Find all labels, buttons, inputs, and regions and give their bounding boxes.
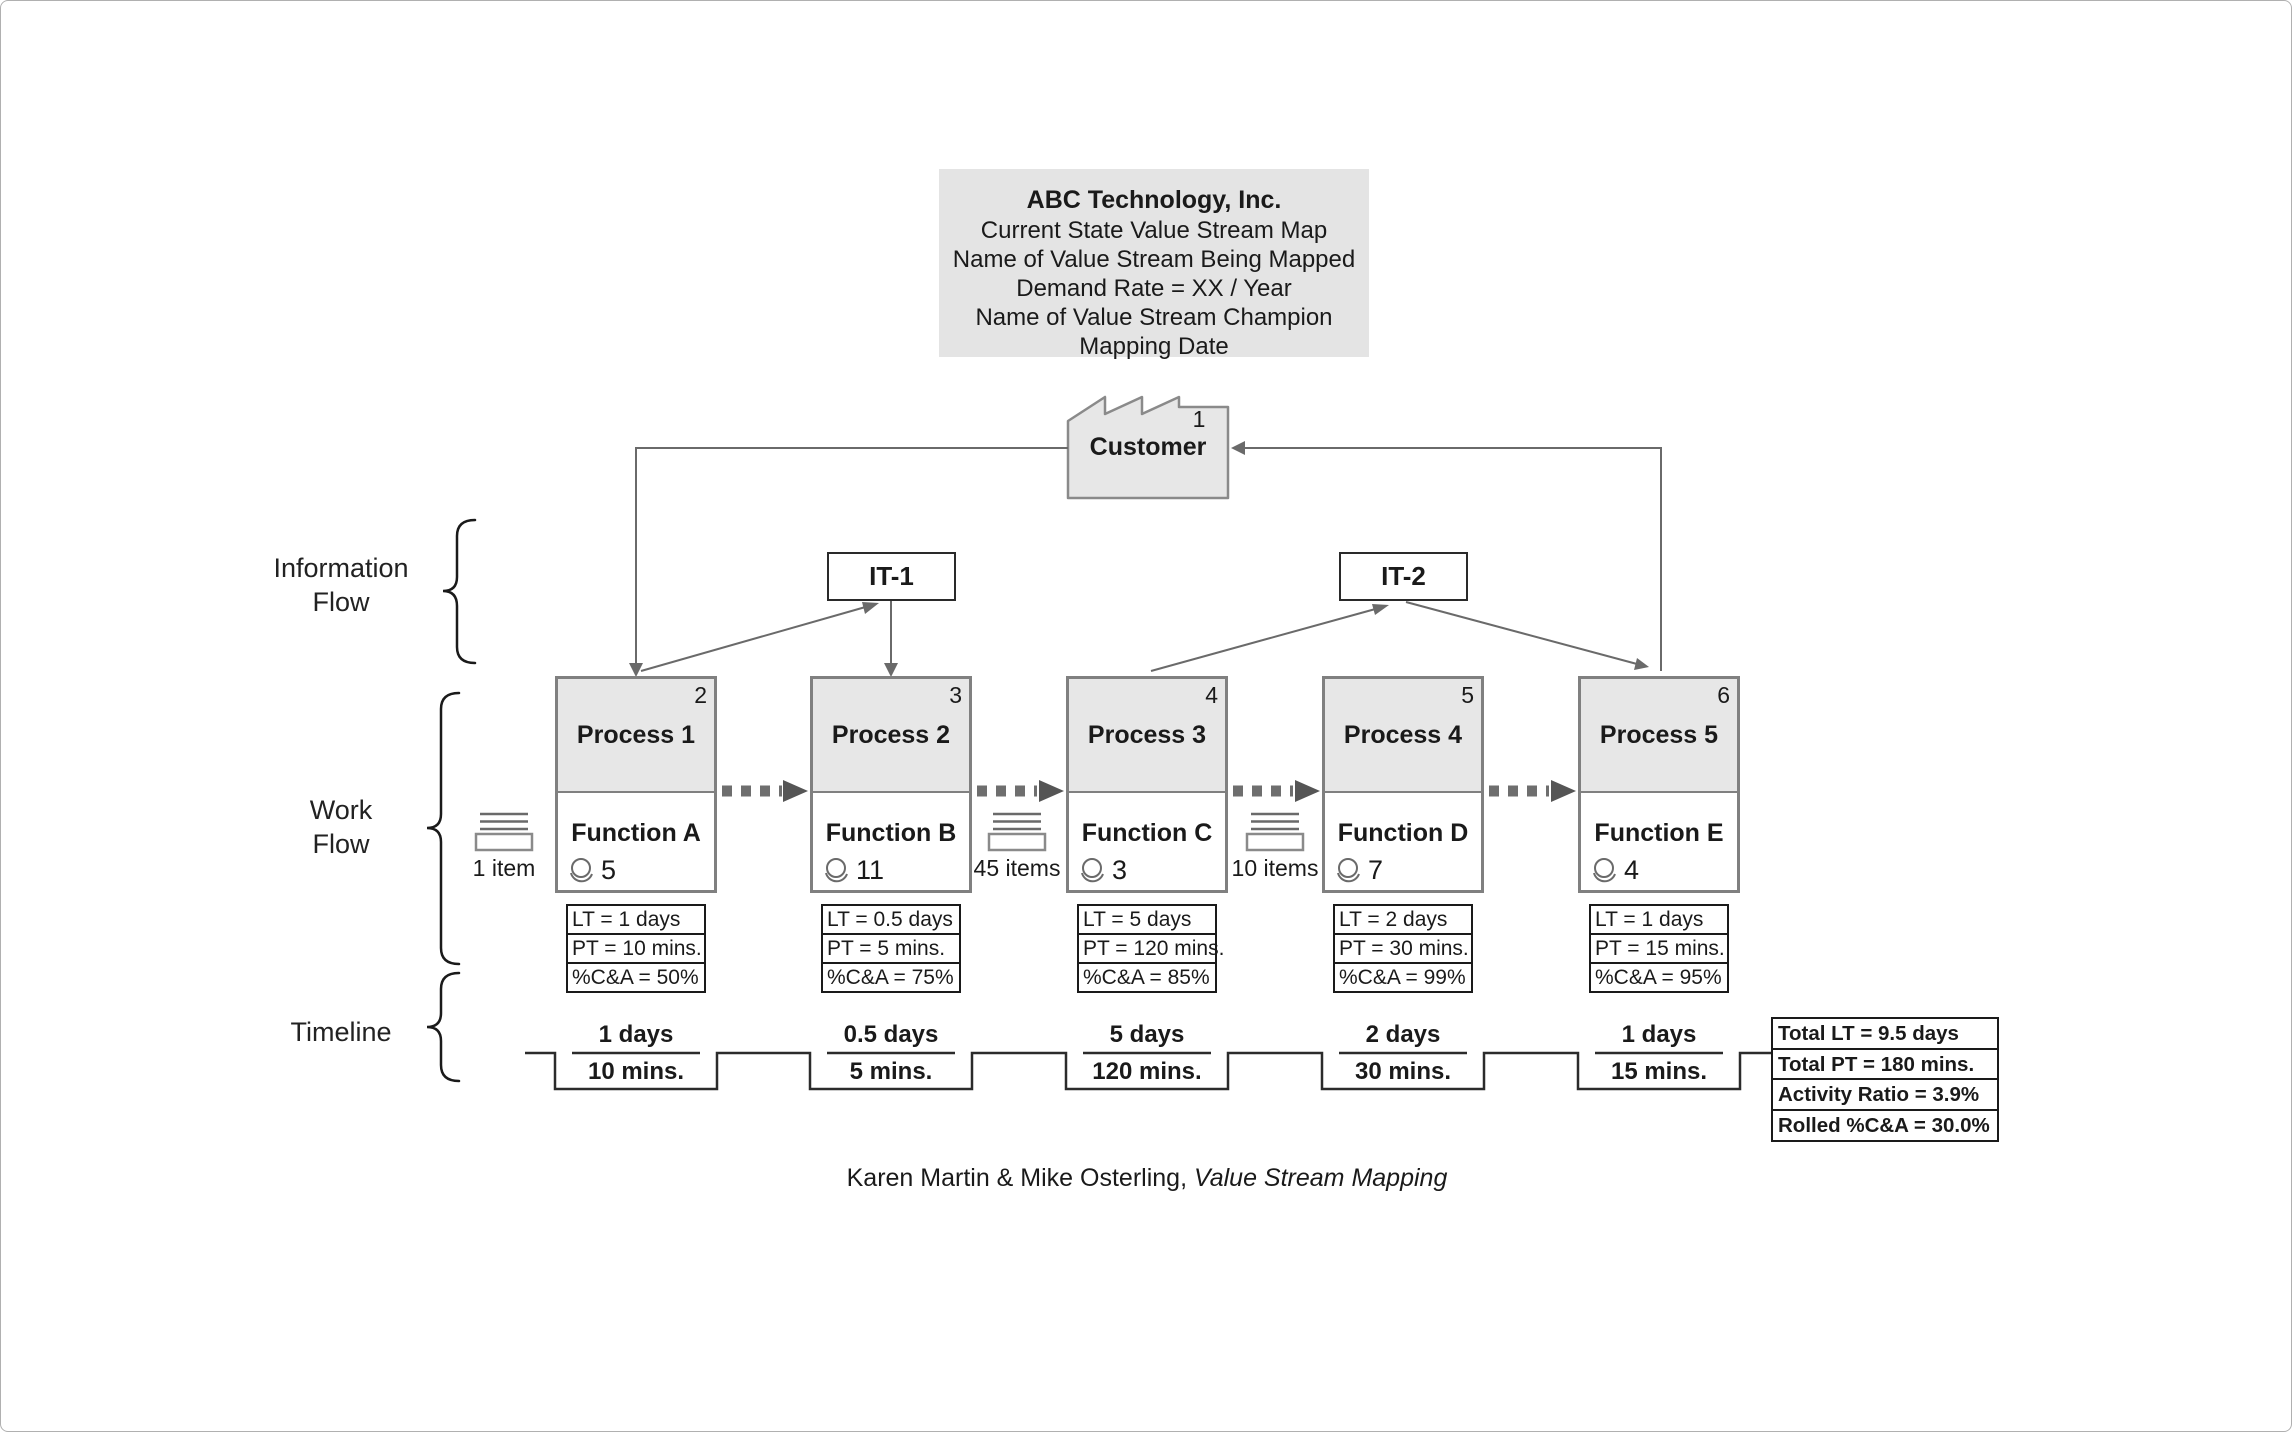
map-title-box	[939, 169, 1369, 360]
process-2-header	[813, 679, 969, 793]
inventory-label-before-process1: 1 item	[472, 855, 536, 881]
timeline-process-time-4: 30 mins.	[1354, 1058, 1452, 1085]
operator-icon	[1079, 857, 1109, 885]
inventory-label-2-3: 45 items	[973, 855, 1061, 881]
dashed-arrowhead-4-5	[1551, 780, 1576, 802]
process-name: Process 5	[1599, 721, 1719, 749]
inventory-label-3-4: 10 items	[1231, 855, 1319, 881]
dashed-arrowhead-2-3	[1039, 780, 1064, 802]
timeline-summary-box	[1771, 1017, 1999, 1142]
caption-authors: Karen Martin & Mike Osterling,	[846, 1164, 1194, 1192]
operator-count-value: 11	[856, 855, 885, 885]
source-caption	[1, 1164, 2292, 1193]
lead-time: LT = 1 days	[566, 904, 706, 935]
function-name: Function B	[825, 819, 957, 847]
work-flow-label-line1: Work	[309, 795, 373, 825]
process-5-header	[1581, 679, 1737, 793]
timeline-label: Timeline	[290, 1017, 392, 1047]
operator-icon	[1591, 857, 1621, 885]
function-name: Function D	[1337, 819, 1469, 847]
process-3-header	[1069, 679, 1225, 793]
process-box-1	[555, 676, 717, 893]
lead-time: LT = 1 days	[1589, 904, 1729, 935]
it-system-2-label: IT-2	[1381, 561, 1426, 591]
rolled-percent-ca: Rolled %C&A = 30.0%	[1771, 1109, 1999, 1142]
function-name: Function E	[1594, 819, 1724, 847]
operator-count	[1591, 855, 1639, 886]
step-number-badge: 3	[949, 682, 962, 708]
information-flow-label-line2: Flow	[312, 587, 370, 617]
percent-complete-accurate: %C&A = 75%	[821, 962, 961, 993]
inventory-icon-3-4	[1247, 814, 1303, 850]
lead-time: LT = 0.5 days	[821, 904, 961, 935]
timeline-process-time-3: 120 mins.	[1092, 1058, 1202, 1085]
step-number-badge: 2	[694, 682, 707, 708]
percent-complete-accurate: %C&A = 85%	[1077, 962, 1217, 993]
operator-count	[823, 855, 884, 886]
percent-complete-accurate: %C&A = 50%	[566, 962, 706, 993]
arrowhead-down-process2	[884, 663, 898, 677]
process-3-body	[1069, 793, 1225, 890]
process-time: PT = 15 mins.	[1589, 933, 1729, 964]
process-1-header	[558, 679, 714, 793]
step-number-badge: 4	[1205, 682, 1218, 708]
operator-count-value: 4	[1624, 855, 1640, 885]
total-process-time: Total PT = 180 mins.	[1771, 1048, 1999, 1081]
process-name: Process 1	[576, 721, 696, 749]
function-name: Function C	[1081, 819, 1213, 847]
timeline-lead-time-2: 0.5 days	[843, 1021, 939, 1048]
timeline-lead-time-3: 5 days	[1109, 1021, 1185, 1048]
dashed-arrowhead-3-4	[1295, 780, 1320, 802]
demand-rate: Demand Rate = XX / Year	[1016, 275, 1292, 302]
data-box-1	[566, 904, 706, 993]
company-name: ABC Technology, Inc.	[1026, 186, 1282, 214]
arrow-process1-to-it1	[641, 606, 869, 671]
information-flow-label-line1: Information	[273, 553, 409, 583]
process-box-2	[810, 676, 972, 893]
lead-time: LT = 2 days	[1333, 904, 1473, 935]
percent-complete-accurate: %C&A = 95%	[1589, 962, 1729, 993]
timeline-process-time-2: 5 mins.	[849, 1058, 933, 1085]
arrow-process3-to-it2	[1151, 608, 1379, 671]
work-flow-label	[241, 793, 441, 861]
data-box-3	[1077, 904, 1225, 993]
process-4-body	[1325, 793, 1481, 890]
caption-book-title: Value Stream Mapping	[1193, 1164, 1448, 1192]
process-time: PT = 10 mins.	[566, 933, 706, 964]
information-flow-label	[241, 551, 441, 619]
process-2-body	[813, 793, 969, 890]
process-name: Process 2	[831, 721, 951, 749]
process-name: Process 4	[1343, 721, 1463, 749]
customer-step-number: 1	[1192, 406, 1206, 432]
total-lead-time: Total LT = 9.5 days	[1771, 1017, 1999, 1050]
customer-label: Customer	[1089, 433, 1207, 461]
data-box-5	[1589, 904, 1729, 993]
value-stream-name: Name of Value Stream Being Mapped	[952, 246, 1356, 273]
arrowhead-into-customer	[1231, 441, 1245, 455]
operator-count-value: 7	[1368, 855, 1384, 885]
inventory-icon-2-3	[989, 814, 1045, 850]
it-system-2-box	[1339, 552, 1468, 601]
process-time: PT = 30 mins.	[1333, 933, 1473, 964]
arrowhead-down-process5	[1634, 658, 1649, 670]
function-name: Function A	[571, 819, 701, 847]
work-flow-label-line2: Flow	[312, 829, 370, 859]
value-stream-champion: Name of Value Stream Champion	[975, 304, 1333, 331]
step-number-badge: 5	[1461, 682, 1474, 708]
process-time: PT = 120 mins.	[1077, 933, 1217, 964]
arrowhead-into-it1	[862, 602, 879, 614]
operator-count	[568, 855, 616, 886]
timeline-lead-time-1: 1 days	[598, 1021, 674, 1048]
step-number-badge: 6	[1717, 682, 1730, 708]
operator-count-value: 5	[601, 855, 617, 885]
data-box-2	[821, 904, 961, 993]
timeline-process-time-1: 10 mins.	[587, 1058, 685, 1085]
timeline-process-time-5: 15 mins.	[1610, 1058, 1708, 1085]
operator-icon	[568, 857, 598, 885]
operator-count	[1079, 855, 1127, 886]
process-time: PT = 5 mins.	[821, 933, 961, 964]
timeline-lead-time-5: 1 days	[1621, 1021, 1697, 1048]
data-box-4	[1333, 904, 1473, 993]
information-flow-brace	[443, 520, 475, 663]
process-box-5	[1578, 676, 1740, 893]
dashed-arrowhead-1-2	[783, 780, 808, 802]
process-name: Process 3	[1087, 721, 1207, 749]
activity-ratio: Activity Ratio = 3.9%	[1771, 1078, 1999, 1111]
inventory-icon-before-process1	[476, 814, 532, 850]
arrowhead-into-it2	[1372, 604, 1389, 615]
operator-count	[1335, 855, 1383, 886]
process-box-4	[1322, 676, 1484, 893]
lead-time: LT = 5 days	[1077, 904, 1217, 935]
process-1-body	[558, 793, 714, 890]
it-system-1-box	[827, 552, 956, 601]
process-box-3	[1066, 676, 1228, 893]
process-5-body	[1581, 793, 1737, 890]
process-4-header	[1325, 679, 1481, 793]
operator-icon	[1335, 857, 1365, 885]
timeline-lead-time-4: 2 days	[1365, 1021, 1441, 1048]
operator-icon	[823, 857, 853, 885]
percent-complete-accurate: %C&A = 99%	[1333, 962, 1473, 993]
arrow-it2-to-process5	[1406, 602, 1637, 664]
mapping-date: Mapping Date	[1079, 333, 1229, 360]
map-type: Current State Value Stream Map	[980, 217, 1328, 244]
it-system-1-label: IT-1	[869, 561, 914, 591]
operator-count-value: 3	[1112, 855, 1128, 885]
